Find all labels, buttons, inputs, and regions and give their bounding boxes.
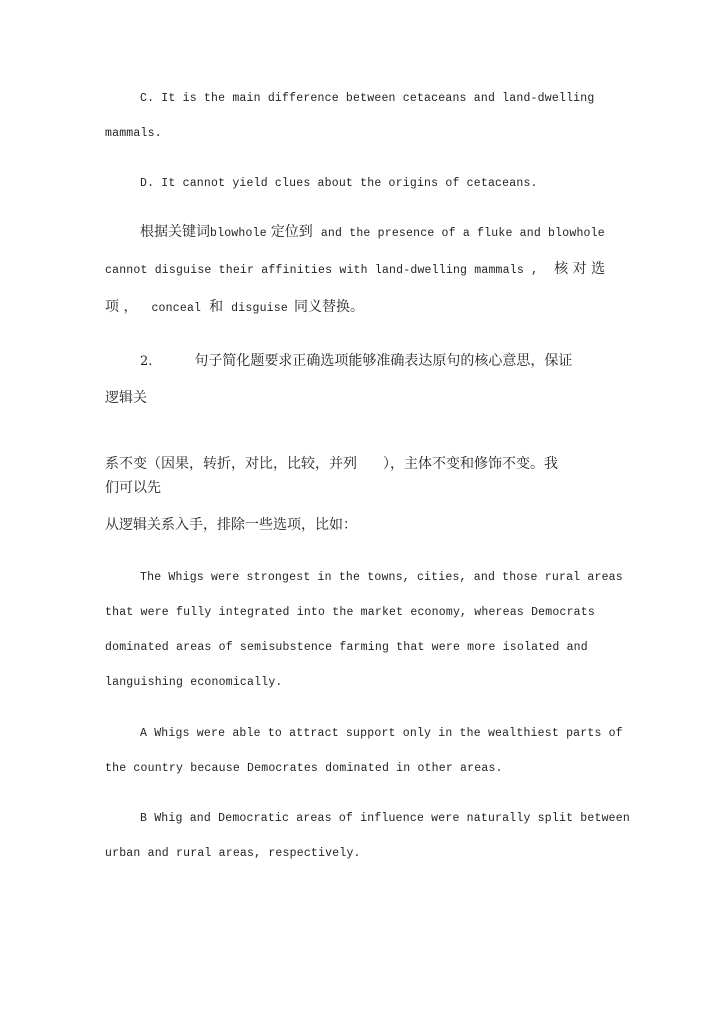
- analysis-quote-1: and the presence of a fluke and blowhole: [320, 227, 605, 240]
- section-2-line-1: [140, 350, 572, 370]
- section-2-text-3: 系不变（因果，转折，对比，比较，并列: [105, 456, 357, 472]
- analysis-word-conceal: conceal: [151, 302, 202, 315]
- analysis-word-disguise: disguise: [231, 302, 288, 315]
- section-2-line-5: 从逻辑关系入手，排除一些选项，比如：: [105, 517, 357, 533]
- analysis-line-1: [140, 221, 605, 241]
- section-2-line-3: [105, 453, 558, 473]
- analysis-prefix: 根据关键词: [140, 224, 210, 240]
- analysis-line-3: [105, 296, 364, 316]
- analysis-keyword: blowhole: [210, 227, 267, 240]
- analysis-line-2: [105, 258, 605, 278]
- option-c-line-2: mammals.: [105, 127, 162, 140]
- section-2-line-4: 们可以先: [105, 480, 161, 496]
- section-2-text-1: 句子简化题要求正确选项能够准确表达原句的核心意思，保证: [194, 353, 573, 369]
- option-a-line-1: A Whigs were able to attract support only in the wealthiest parts of: [140, 727, 623, 740]
- passage-line-4: languishing economically.: [105, 676, 283, 689]
- analysis-locate: 定位到: [270, 224, 313, 240]
- option-a-line-2: the country because Democrates dominated in other areas.: [105, 762, 503, 775]
- analysis-item: 项 ，: [105, 299, 138, 315]
- section-2-number: 2.: [140, 354, 153, 369]
- passage-line-2: that were fully integrated into the market economy, whereas Democrats: [105, 606, 595, 619]
- option-b-line-2: urban and rural areas, respectively.: [105, 847, 361, 860]
- passage-line-3: dominated areas of semisubstence farming that were more isolated and: [105, 641, 588, 654]
- section-2-line-2: 逻辑关: [105, 390, 147, 406]
- section-2-text-3b: ），主体不变和修饰不变。我: [383, 456, 558, 472]
- analysis-quote-2: cannot disguise their affinities with land-dwelling mammals ,: [105, 264, 539, 277]
- option-c-line-1: C. It is the main difference between cetaceans and land-dwelling: [140, 92, 595, 105]
- analysis-verify: 核 对 选: [554, 261, 606, 277]
- analysis-and: 和: [209, 299, 224, 315]
- option-d-line-1: D. It cannot yield clues about the origins of cetaceans.: [140, 177, 538, 190]
- passage-line-1: The Whigs were strongest in the towns, cities, and those rural areas: [140, 571, 623, 584]
- option-b-line-1: B Whig and Democratic areas of influence were naturally split between: [140, 812, 630, 825]
- analysis-synonym: 同义替换。: [293, 299, 364, 315]
